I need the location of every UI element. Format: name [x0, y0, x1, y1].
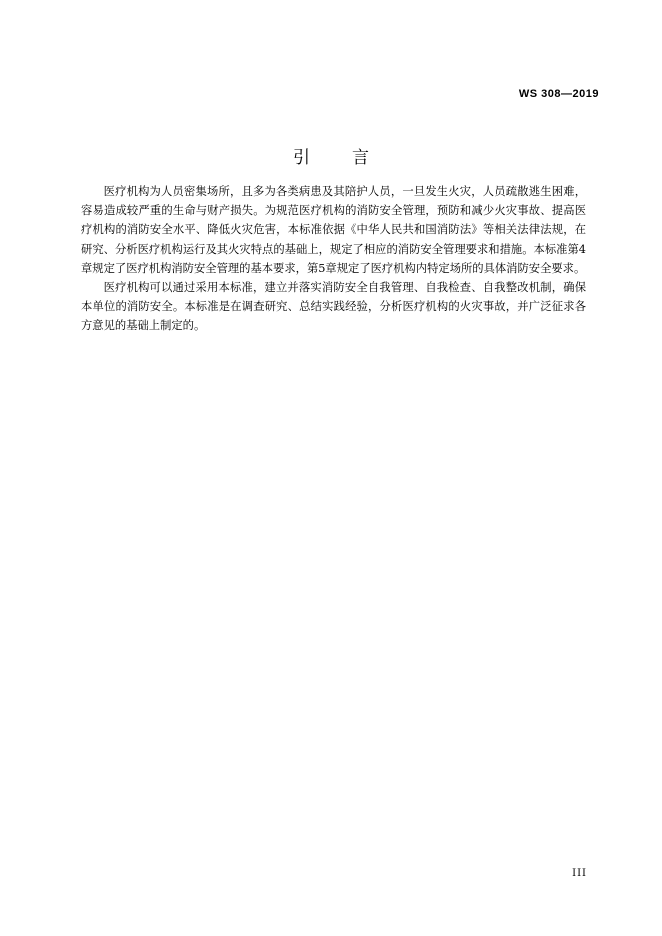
- page-number: III: [572, 868, 587, 879]
- paragraph-1: 医疗机构为人员密集场所，且多为各类病患及其陪护人员，一旦发生火灾，人员疏散逃生困难，容易造成较严重的生命与财产损失。为规范医疗机构的消防安全管理，预防和减少火灾事故、提高医疗机构的消防安全水平、降低火灾危害，本标准依据《中华人民共和国消防法》等相关法律法规，在研究、分析医疗机构运行及其火灾特点的基础上，规定了相应的消防安全管理要求和措施。本标准第4章规定了医疗机构消防安全管理的基本要求，第5章规定了医疗机构内特定场所的具体消防安全要求。: [81, 185, 586, 275]
- paragraph-2: 医疗机构可以通过采用本标准，建立并落实消防安全自我管理、自我检查、自我整改机制，确保本单位的消防安全。本标准是在调查研究、总结实践经验，分析医疗机构的火灾事故，并广泛征求各方意见的基础上制定的。: [81, 281, 586, 333]
- page-title: [0, 143, 662, 168]
- body-text: [81, 182, 586, 336]
- title-char-1: 引: [293, 148, 310, 168]
- standard-code: WS 308—2019: [518, 88, 599, 100]
- title-char-2: 言: [352, 148, 369, 168]
